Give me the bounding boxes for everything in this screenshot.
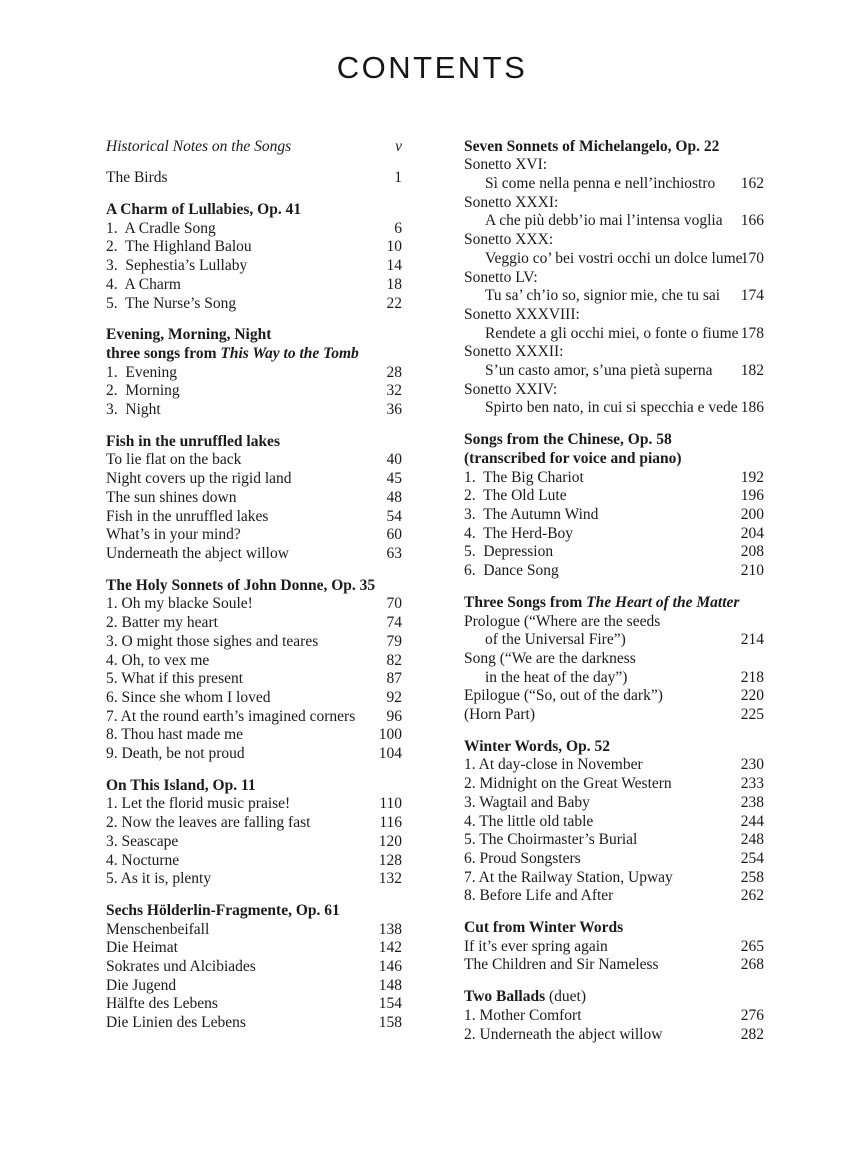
page-number: 100: [378, 726, 402, 744]
toc-row: [106, 595, 402, 614]
toc-row: [464, 362, 764, 381]
toc-row: [106, 814, 402, 833]
toc-row: [464, 469, 764, 488]
toc-section: [464, 594, 764, 725]
entry-title: Veggio co’ bei vostri occhi un dolce lume: [485, 249, 743, 267]
entry-title: Menschenbeifall: [106, 920, 210, 938]
toc-row: [464, 1007, 764, 1026]
page-number: 128: [378, 851, 402, 869]
page-number: 110: [379, 795, 402, 813]
entry-title: Hälfte des Lebens: [106, 995, 218, 1013]
page-number: 40: [386, 451, 402, 469]
page-number: 276: [740, 1006, 764, 1024]
entry-title: 6. Dance Song: [464, 562, 559, 580]
entry-title: 8. Before Life and After: [464, 887, 614, 905]
entry-title: 1. Oh my blacke Soule!: [106, 595, 253, 613]
toc-row: [106, 451, 402, 470]
entry-title: Song (“We are the darkness: [464, 649, 636, 667]
section-heading: [464, 431, 764, 450]
page-number: 262: [740, 887, 764, 905]
entry-title: 2. Now the leaves are falling fast: [106, 814, 311, 832]
section-heading-text: Fish in the unruffled lakes: [106, 432, 280, 450]
entry-title: Sonetto LV:: [464, 268, 538, 286]
toc-row: [106, 138, 402, 157]
toc-row: [464, 231, 764, 250]
toc-section: [106, 433, 402, 564]
toc-row: [106, 508, 402, 527]
page-number: 158: [378, 1014, 402, 1032]
toc-row: [106, 169, 402, 188]
section-heading: [106, 902, 402, 921]
entry-title: What’s in your mind?: [106, 526, 241, 544]
page-number: 22: [386, 294, 402, 312]
entry-title: 3. The Autumn Wind: [464, 506, 599, 523]
entry-title: Sonetto XVI:: [464, 156, 548, 174]
entry-title: 1. At day-close in November: [464, 756, 643, 774]
entry-title: in the heat of the day”): [485, 668, 628, 686]
section-heading: [106, 326, 402, 345]
entry-title: Prologue (“Where are the seeds: [464, 612, 661, 630]
entry-title: 5. The Choirmaster’s Burial: [464, 831, 638, 849]
page-number: 254: [740, 849, 764, 867]
page-number: v: [395, 137, 402, 155]
page-number: 92: [386, 688, 402, 706]
toc-row: [464, 850, 764, 869]
toc-row: [106, 545, 402, 564]
toc-row: [106, 689, 402, 708]
entry-title: Historical Notes on the Songs: [106, 137, 292, 155]
toc-row: [464, 794, 764, 813]
page-number: 210: [740, 562, 764, 580]
toc-columns: [106, 138, 864, 1045]
entry-title: 4. Oh, to vex me: [106, 651, 210, 669]
page-number: 204: [740, 524, 764, 542]
toc-row: [464, 706, 764, 725]
section-heading-text: Cut from Winter Words: [464, 919, 624, 937]
page-number: 186: [740, 399, 764, 417]
page-number: 225: [740, 706, 764, 724]
section-heading: [464, 988, 764, 1007]
entry-title: Die Heimat: [106, 939, 178, 957]
entry-title: 3. O might those sighes and teares: [106, 632, 319, 650]
entry-title: 1. Let the florid music praise!: [106, 795, 291, 813]
entry-title: 2. Underneath the abject willow: [464, 1025, 663, 1043]
section-heading: [106, 201, 402, 220]
toc-row: [464, 562, 764, 581]
toc-row: [106, 939, 402, 958]
toc-row: [464, 269, 764, 288]
page-number: 142: [378, 939, 402, 957]
toc-column-left: [106, 138, 402, 1033]
toc-row: [106, 470, 402, 489]
toc-row: [464, 687, 764, 706]
entry-title: The Children and Sir Nameless: [464, 956, 659, 974]
entry-title: Die Jugend: [106, 976, 177, 994]
toc-row: [464, 287, 764, 306]
toc-row: [464, 381, 764, 400]
toc-section: [464, 988, 764, 1044]
page-number: 120: [378, 832, 402, 850]
entry-title: Tu sa’ ch’io so, signior mie, che tu sai: [485, 287, 721, 305]
toc-row: [464, 399, 764, 418]
entry-title: 1. Evening: [106, 363, 178, 381]
toc-row: [464, 543, 764, 562]
entry-title: 3. Seascape: [106, 832, 179, 850]
page-number: 170: [740, 249, 764, 267]
page-number: 132: [378, 870, 402, 888]
section-heading: [106, 577, 402, 596]
section-heading-text: three songs from This Way to the Tomb: [106, 344, 359, 362]
entry-title: Sonetto XXXVIII:: [464, 305, 580, 323]
toc-row: [464, 194, 764, 213]
page-number: 104: [378, 745, 402, 763]
page-number: 63: [386, 545, 402, 562]
toc-section: [106, 326, 402, 420]
entry-title: 4. Nocturne: [106, 851, 180, 869]
toc-row: [106, 852, 402, 871]
entry-title: Sì come nella penna e nell’inchiostro: [485, 175, 716, 193]
toc-row: [464, 669, 764, 688]
section-heading: [464, 450, 764, 469]
page-number: 218: [740, 668, 764, 686]
entry-title: 9. Death, be not proud: [106, 745, 245, 763]
page-number: 238: [740, 793, 764, 811]
entry-title: 2. Batter my heart: [106, 614, 218, 632]
toc-row: [464, 831, 764, 850]
toc-row: [464, 175, 764, 194]
page-number: 248: [740, 831, 764, 849]
section-heading: [464, 919, 764, 938]
toc-row: [464, 343, 764, 362]
page-number: 233: [740, 775, 764, 793]
entry-title: 2. The Highland Balou: [106, 238, 252, 256]
page-number: 196: [740, 487, 764, 505]
entry-title: Night covers up the rigid land: [106, 470, 292, 488]
entry-title: 4. The Herd-Boy: [464, 524, 574, 542]
toc-section: [106, 902, 402, 1033]
page-number: 6: [394, 219, 402, 237]
page-number: 162: [740, 175, 764, 193]
entry-title: 2. Morning: [106, 382, 180, 400]
entry-title: 3. Wagtail and Baby: [464, 793, 590, 811]
toc-row: [106, 382, 402, 401]
section-heading: [464, 138, 764, 157]
toc-row: [106, 977, 402, 996]
section-heading-text: (transcribed for voice and piano): [464, 449, 682, 467]
toc-row: [464, 756, 764, 775]
section-heading: [464, 738, 764, 757]
entry-title: Underneath the abject willow: [106, 545, 289, 562]
toc-section: [106, 169, 402, 188]
section-heading-text: The Holy Sonnets of John Donne, Op. 35: [106, 576, 376, 594]
entry-title: A che più debb’io mai l’intensa voglia: [485, 212, 723, 230]
toc-row: [106, 238, 402, 257]
toc-column-right: [464, 138, 764, 1045]
entry-title: To lie flat on the back: [106, 451, 242, 469]
entry-title: S’un casto amor, s’una pietà superna: [485, 362, 713, 380]
toc-row: [106, 220, 402, 239]
toc-row: [464, 775, 764, 794]
page-number: 208: [740, 543, 764, 561]
toc-section: [106, 201, 402, 313]
entry-title: 8. Thou hast made me: [106, 726, 244, 744]
toc-row: [106, 276, 402, 295]
toc-row: [464, 506, 764, 525]
entry-title: 1. Mother Comfort: [464, 1006, 582, 1024]
entry-title: The sun shines down: [106, 488, 237, 506]
page-number: 18: [386, 275, 402, 293]
page-number: 48: [386, 488, 402, 506]
entry-title: Sonetto XXIV:: [464, 380, 558, 398]
page-number: 200: [740, 506, 764, 523]
page-number: 116: [379, 814, 402, 832]
toc-row: [106, 489, 402, 508]
entry-title: (Horn Part): [464, 706, 536, 724]
entry-title: 2. Midnight on the Great Western: [464, 775, 672, 793]
toc-row: [106, 670, 402, 689]
section-heading-text: A Charm of Lullabies, Op. 41: [106, 201, 302, 219]
page-number: 192: [740, 468, 764, 486]
page-number: 182: [740, 362, 764, 380]
section-heading: [106, 345, 402, 364]
page-number: 54: [386, 507, 402, 525]
page-number: 178: [740, 324, 764, 342]
page-number: 230: [740, 756, 764, 774]
section-heading: [464, 594, 764, 613]
section-heading: [106, 433, 402, 452]
page-number: 146: [378, 958, 402, 976]
entry-title: Sonetto XXXI:: [464, 193, 559, 211]
entry-title: Spirto ben nato, in cui si specchia e vede: [485, 399, 738, 417]
page-number: 74: [386, 614, 402, 632]
entry-title: Sonetto XXX:: [464, 231, 554, 249]
toc-row: [464, 869, 764, 888]
entry-title: 5. The Nurse’s Song: [106, 294, 237, 312]
entry-title: 3. Night: [106, 401, 161, 419]
page-number: 45: [386, 470, 402, 488]
toc-row: [464, 631, 764, 650]
toc-row: [106, 958, 402, 977]
toc-section: [464, 431, 764, 581]
toc-row: [106, 295, 402, 314]
entry-title: 7. At the round earth’s imagined corners: [106, 707, 356, 725]
section-heading: [106, 777, 402, 796]
page-number: 10: [386, 238, 402, 256]
toc-row: [464, 525, 764, 544]
entry-title: 2. The Old Lute: [464, 487, 567, 505]
page-number: 70: [386, 595, 402, 613]
entry-title: 5. What if this present: [106, 670, 244, 688]
toc-section: [106, 138, 402, 157]
page-number: 244: [740, 812, 764, 830]
page-number: 138: [378, 920, 402, 938]
entry-title: 5. As it is, plenty: [106, 870, 212, 888]
page-number: 268: [740, 956, 764, 974]
toc-row: [106, 921, 402, 940]
toc-row: [464, 887, 764, 906]
page-number: 148: [378, 976, 402, 994]
entry-title: Fish in the unruffled lakes: [106, 507, 269, 525]
page-number: 32: [386, 382, 402, 400]
entry-title: If it’s ever spring again: [464, 937, 608, 955]
section-heading-text: Songs from the Chinese, Op. 58: [464, 431, 672, 449]
entry-title: Epilogue (“So, out of the dark”): [464, 687, 663, 705]
toc-section: [106, 577, 402, 764]
page-number: 14: [386, 257, 402, 275]
entry-title: 7. At the Railway Station, Upway: [464, 868, 673, 886]
toc-row: [464, 156, 764, 175]
page-number: 265: [740, 937, 764, 955]
entry-title: Sokrates und Alcibiades: [106, 958, 256, 976]
section-heading-text: On This Island, Op. 11: [106, 776, 256, 794]
toc-row: [106, 795, 402, 814]
page-number: 28: [386, 363, 402, 381]
entry-title: 4. A Charm: [106, 275, 181, 293]
toc-row: [106, 257, 402, 276]
page-number: 96: [386, 707, 402, 725]
page-number: 282: [740, 1025, 764, 1043]
section-heading-text: Seven Sonnets of Michelangelo, Op. 22: [464, 137, 720, 155]
toc-row: [106, 870, 402, 889]
toc-row: [464, 613, 764, 632]
page-title: CONTENTS: [336, 50, 528, 85]
entry-title: Die Linien des Lebens: [106, 1014, 246, 1032]
toc-section: [464, 919, 764, 975]
toc-row: [106, 401, 402, 420]
entry-title: 1. A Cradle Song: [106, 219, 216, 237]
page-number: 174: [740, 287, 764, 305]
toc-row: [464, 1026, 764, 1045]
toc-row: [106, 745, 402, 764]
toc-row: [464, 325, 764, 344]
toc-row: [106, 726, 402, 745]
page-number: 154: [378, 995, 402, 1013]
section-heading-text: Winter Words, Op. 52: [464, 737, 610, 755]
toc-row: [464, 938, 764, 957]
toc-row: [464, 956, 764, 975]
toc-row: [106, 633, 402, 652]
toc-row: [106, 526, 402, 545]
page-number: 79: [386, 632, 402, 650]
toc-row: [106, 364, 402, 383]
page-number: 82: [386, 651, 402, 669]
entry-title: 6. Since she whom I loved: [106, 688, 271, 706]
entry-title: 1. The Big Chariot: [464, 468, 584, 486]
page-number: 60: [386, 526, 402, 544]
toc-section: [106, 777, 402, 889]
toc-row: [106, 833, 402, 852]
toc-row: [464, 250, 764, 269]
page-number: 258: [740, 868, 764, 886]
toc-row: [464, 212, 764, 231]
section-heading-text: Sechs Hölderlin-Fragmente, Op. 61: [106, 901, 340, 919]
page-number: 220: [740, 687, 764, 705]
toc-row: [464, 813, 764, 832]
entry-title: 3. Sephestia’s Lullaby: [106, 257, 248, 275]
toc-section: [464, 738, 764, 906]
section-heading-text: Evening, Morning, Night: [106, 326, 272, 344]
entry-title: Rendete a gli occhi miei, o fonte o fiume: [485, 324, 739, 342]
toc-row: [106, 1014, 402, 1033]
entry-title: 5. Depression: [464, 543, 554, 561]
toc-row: [106, 614, 402, 633]
entry-title: 6. Proud Songsters: [464, 849, 581, 867]
toc-row: [106, 708, 402, 727]
entry-title: The Birds: [106, 169, 168, 187]
page-number: 36: [386, 401, 402, 419]
page-number: 214: [740, 631, 764, 649]
page-number: 1: [394, 169, 402, 187]
toc-row: [464, 487, 764, 506]
toc-row: [464, 306, 764, 325]
toc-row: [106, 995, 402, 1014]
page-number: 87: [386, 670, 402, 688]
entry-title: 4. The little old table: [464, 812, 594, 830]
section-heading-text: Three Songs from The Heart of the Matter: [464, 593, 740, 611]
page-number: 166: [740, 212, 764, 230]
section-heading-text: Two Ballads (duet): [464, 988, 587, 1006]
toc-row: [464, 650, 764, 669]
toc-row: [106, 652, 402, 671]
toc-section: [464, 138, 764, 419]
entry-title: Sonetto XXXII:: [464, 343, 564, 361]
entry-title: of the Universal Fire”): [485, 631, 626, 649]
